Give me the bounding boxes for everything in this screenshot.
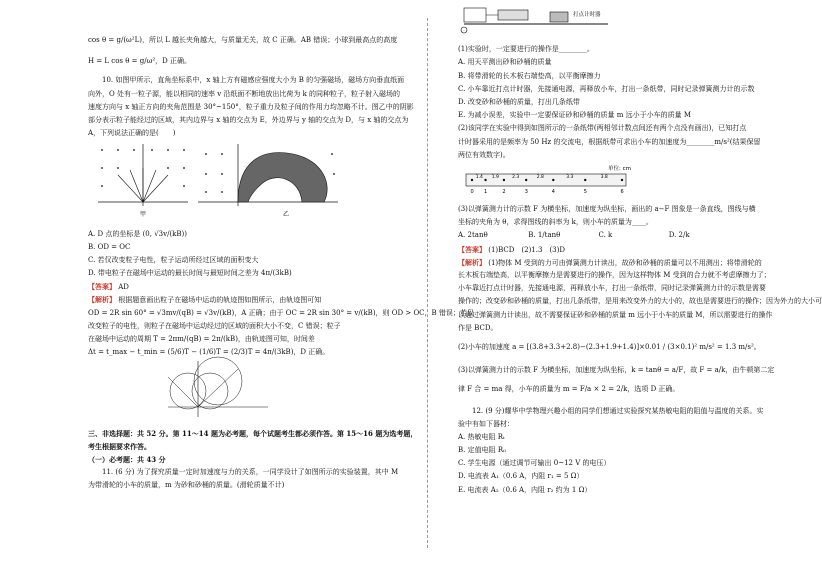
analysis-line: 改变粒子的电性，则粒子在磁场中运动经过的区域的面积大小不变，C 错误；粒子 bbox=[88, 321, 341, 330]
answer-line bbox=[88, 280, 388, 293]
answer-label: 【答案】 bbox=[88, 282, 116, 292]
tape-segment-value: 3.3 bbox=[566, 174, 574, 180]
section-3-heading: 三、非选择题：共 52 分。第 11～14 题为必考题，每个试题考生都必须作答。第 15～16 题为选考题， bbox=[88, 428, 418, 438]
question-10-line: 向外，O 处有一粒子源，能以相同的速率 v 沿纸面不断地放出比荷为 k 的同种粒子，粒子射入磁场的 bbox=[88, 89, 401, 98]
analysis-line bbox=[88, 293, 388, 306]
option-b: B. OD = OC bbox=[88, 242, 131, 251]
answer-line bbox=[458, 243, 758, 256]
tape-point bbox=[503, 179, 505, 181]
required-section-heading: （一）必考题：共 43 分 bbox=[88, 454, 166, 464]
analysis-text: 根据题意画出粒子在磁场中运动的轨迹图如图所示，由轨迹图可知 bbox=[118, 296, 322, 305]
analysis-label: 【解析】 bbox=[458, 257, 486, 267]
analysis-line: OD = 2R sin 60° = √3mv/(qB) = √3v/(kB)，A 正确；由于 OC = 2R sin 30° = v/(kB)，则 OD > OC，B 错误；若仅 bbox=[88, 308, 474, 317]
q11-part1: (1)实验时，一定要进行的操作是________。 bbox=[458, 45, 594, 54]
analysis-line: 小车靠近打点计时器，先接通电源，再释放小车，打出一条纸带，同时记录弹簧测力计的示数是需要 bbox=[458, 284, 766, 293]
analysis-part3: 律 F 合 = ma 得，小车的质量为 m = F/a × 2 = 2/k，选项 D 正确。 bbox=[458, 385, 680, 394]
tape-segment-value: 1.4 bbox=[475, 174, 483, 180]
question-10-line: A，下列说法正确的是( ) bbox=[88, 129, 176, 138]
apparatus-figure bbox=[458, 0, 758, 38]
option-a: A. D 点的坐标是 (0, √3v/(kB)) bbox=[88, 229, 188, 238]
analysis-label: 【解析】 bbox=[88, 295, 116, 305]
analysis-line: Δt = t_max − t_min = (5/6)T − (1/6)T = (2/3)T = 4π/(3kB)，D 正确。 bbox=[88, 348, 330, 357]
question-11-line: 为带滑轮的小车的质量，m 为砂和砂桶的质量。(滑轮质量不计) bbox=[88, 481, 285, 490]
tape-segment-value: 2.3 bbox=[512, 174, 520, 180]
tape-point-label: 0 bbox=[470, 188, 474, 195]
section-3-heading-cont: 考生根据要求作答。 bbox=[88, 441, 151, 451]
q11-part3: 坐标的夹角为 θ，求得图线的斜率为 k，则小车的质量为____。 bbox=[458, 218, 653, 227]
apparatus-label: 打点计时器 bbox=[573, 12, 601, 18]
q11-options-row bbox=[458, 229, 758, 242]
question-10-line: 10. 如图甲所示，直角坐标系中，x 轴上方有磁感应强度大小为 B 的匀强磁场，磁场方向垂直纸面 bbox=[102, 76, 405, 85]
q11-opt-c: C. k bbox=[598, 231, 613, 240]
text-line: cos θ = g/(ω²L)，所以 L 越长夹角越大，与质量无关，故 C 正确。AB 错误；小球到最高点的高度 bbox=[88, 36, 398, 44]
tape-segment-value: 2.8 bbox=[536, 174, 544, 180]
figure-yi-label: 乙 bbox=[283, 211, 290, 219]
q11-option: C. 小车靠近打点计时器，先接通电源，再释放小车，打出一条纸带，同时记录弹簧测力计的示数 bbox=[458, 84, 755, 93]
tape-point-label: 1 bbox=[484, 188, 488, 195]
trajectory-diagram bbox=[88, 359, 388, 421]
tape-point-label: 2 bbox=[502, 188, 506, 195]
paper-tape-figure bbox=[458, 162, 758, 198]
q11-part3: (3)以弹簧测力计的示数 F 为横坐标，加速度为纵坐标，画出的 a−F 图象是一条直线，图线与横 bbox=[458, 205, 756, 214]
answer-value: (1)BCD (2)1.3 (3)D bbox=[488, 245, 565, 254]
right-column bbox=[458, 0, 822, 566]
q11-opt-d: D. 2/k bbox=[668, 231, 690, 240]
question-10-line: 速度方向与 x 轴正方向的夹角范围是 30°~150°，粒子重力及粒子间的作用力均忽略不计。图乙中的阴影 bbox=[88, 102, 414, 111]
figure-magnetic-field bbox=[88, 140, 388, 222]
q11-option: A. 用天平测出砂和砂桶的质量 bbox=[458, 58, 552, 67]
q12-item: E. 电流表 A₂（0.6 A，内阻 r₂ 约为 1 Ω） bbox=[458, 485, 592, 494]
answer-label: 【答案】 bbox=[458, 244, 486, 254]
q11-option: E. 为减小误差，实验中一定要保证砂和砂桶的质量 m 远小于小车的质量 M bbox=[458, 111, 692, 120]
option-c: C. 若仅改变粒子电性，粒子运动所经过区域的面积变大 bbox=[88, 255, 259, 264]
analysis-line: 长木板右端垫高，以平衡摩擦力是需要进行的操作，因为这样物体 M 受到的合力就不考虑摩擦力了； bbox=[458, 271, 771, 280]
analysis-text: (1)物体 M 受到的力可由弹簧测力计读出，故砂和砂桶的质量可以不用测出；将带滑轮的 bbox=[488, 258, 762, 267]
figure-jia-label: 甲 bbox=[140, 211, 147, 219]
analysis-line bbox=[458, 256, 762, 269]
analysis-line: 操作的；改变砂和砂桶的质量，打出几条纸带，是用来改变外力的大小的，故也是需要进行的操作；因为外力的大小可 bbox=[458, 297, 822, 306]
tape-point bbox=[471, 179, 473, 181]
tape-unit: 单位: cm bbox=[608, 165, 631, 172]
figure-yi bbox=[198, 144, 338, 218]
q12-item: C. 学生电源（通过调节可输出 0~12 V 的电压） bbox=[458, 459, 611, 468]
text-line: H = L cos θ = g/ω²，D 正确。 bbox=[88, 57, 191, 66]
tape-point bbox=[525, 179, 527, 181]
q12-item: B. 定值电阻 R₀ bbox=[458, 446, 506, 455]
analysis-part3: (3)以弹簧测力计的示数 F 为横坐标，加速度为纵坐标，k = tanθ = a/F，故 F = a/k，由牛顿第二定 bbox=[458, 366, 775, 375]
question-10-line: 部分表示粒子能经过的区域，其内边界与 x 轴的交点为 E，外边界与 y 轴的交点为 D，与 x 轴的交点为 bbox=[88, 115, 409, 124]
analysis-part2: (2)小车的加速度 a = [(3.8+3.3+2.8)−(2.3+1.9+1.4)]×0.01 / (3×0.1)² m/s² = 1.3 m/s²。 bbox=[458, 342, 761, 351]
tape-point bbox=[552, 179, 554, 181]
answer-value: AD bbox=[118, 283, 129, 292]
figure-jia bbox=[98, 144, 188, 218]
question-11-line: 11. (6 分) 为了探究质量一定时加速度与力的关系，一同学设计了如图所示的实验装置，其中 M bbox=[102, 468, 399, 477]
tape-point-label: 4 bbox=[551, 188, 555, 195]
tape-point bbox=[621, 179, 623, 181]
q11-opt-a: A. 2tanθ bbox=[458, 231, 488, 240]
q12-item: A. 热敏电阻 Rₜ bbox=[458, 432, 505, 441]
tape-point bbox=[584, 179, 586, 181]
q11-option: B. 将带滑轮的长木板右端垫高，以平衡摩擦力 bbox=[458, 71, 601, 80]
q11-option: D. 改变砂和砂桶的质量，打出几条纸带 bbox=[458, 97, 580, 106]
option-d: D. 带电粒子在磁场中运动的最长时间与最短时间之差为 4π/(3kB) bbox=[88, 269, 292, 278]
analysis-line: 作是 BCD。 bbox=[458, 323, 498, 332]
question-12-line: 验中有如下器材： bbox=[458, 419, 514, 428]
tape-segment-value: 1.9 bbox=[491, 174, 499, 180]
tape-point-label: 3 bbox=[524, 188, 528, 195]
tape-segment-value: 3.8 bbox=[600, 174, 608, 180]
q11-part2: 计时器采用的是频率为 50 Hz 的交流电，根据纸带可求出小车的加速度为________m/s²(结果保留 bbox=[458, 137, 761, 146]
tape-point-label: 6 bbox=[620, 188, 624, 195]
tape-point bbox=[484, 179, 486, 181]
q11-part2: 两位有效数字)。 bbox=[458, 150, 510, 159]
tape-point-label: 5 bbox=[583, 188, 587, 195]
q12-item: D. 电流表 A₁（0.6 A，内阻 r₁ = 5 Ω） bbox=[458, 472, 584, 481]
q11-opt-b: B. 1/tanθ bbox=[528, 231, 561, 240]
question-12-line: 12. (9 分)耀华中学物理兴趣小组的同学们想通过实验探究某热敏电阻的阻值与温度的关系。实 bbox=[472, 406, 764, 415]
analysis-line: 在磁场中运动的周期 T = 2πm/(qB) = 2π/(kB)，由轨迹图可知，时间差 bbox=[88, 335, 315, 344]
column-divider bbox=[427, 18, 428, 548]
analysis-line: 以通过弹簧测力计读出，故不需要保证砂和砂桶的质量 m 远小于小车的质量 M，所以需要进行的操作 bbox=[458, 310, 773, 319]
q11-part2: (2)该同学在实验中得到如图所示的一条纸带(两相邻计数点间还有两个点没有画出)，已知打点 bbox=[458, 124, 747, 133]
